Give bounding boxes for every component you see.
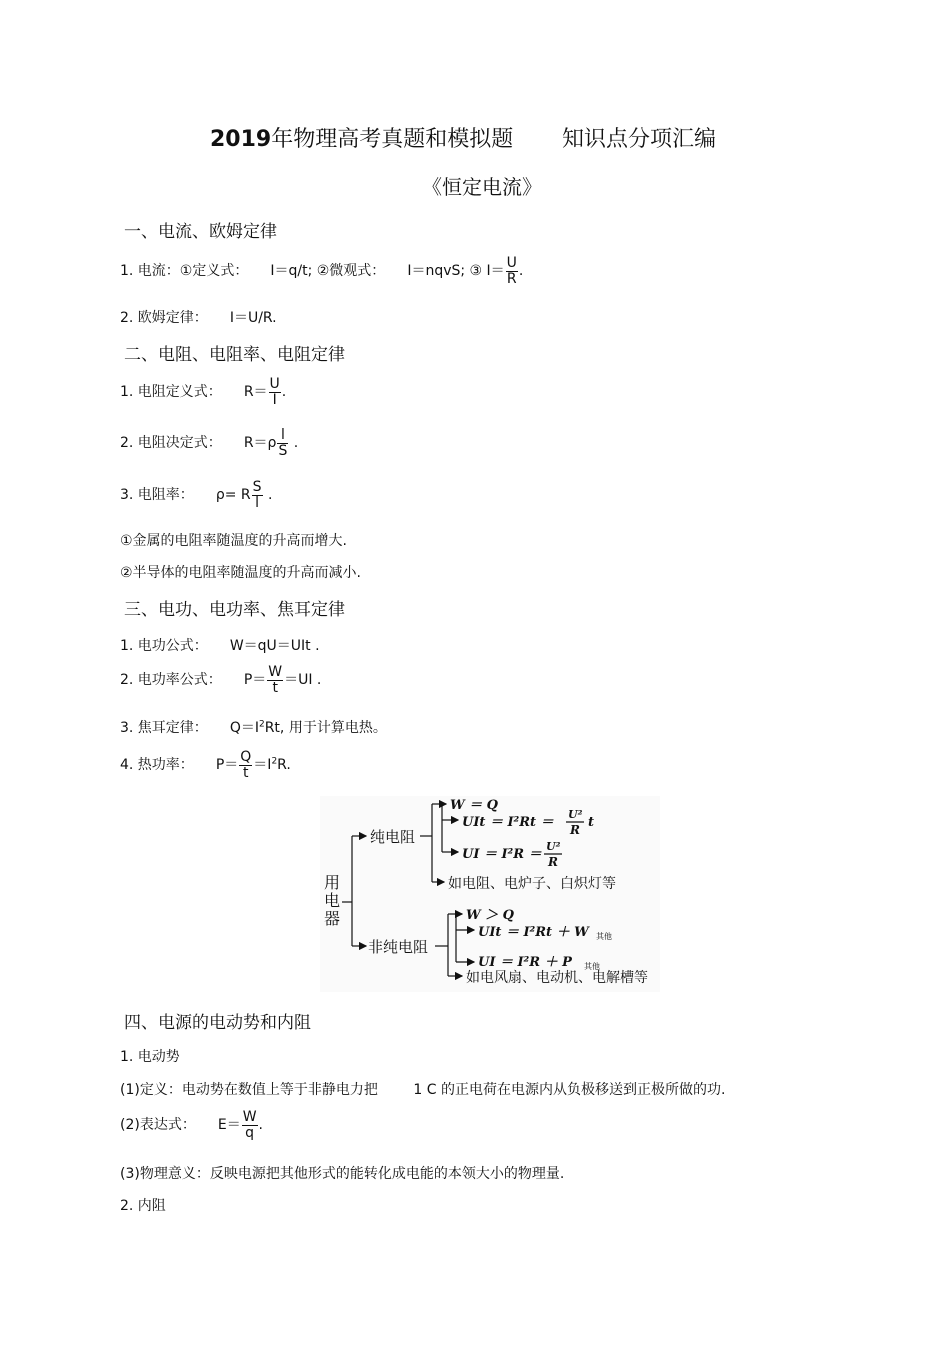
page-title-sub: [562, 122, 716, 153]
title-main: 年物理高考真题和模拟题: [271, 127, 514, 152]
pure-eq-2: UIt ＝ I²Rt ＝: [462, 815, 554, 830]
joule-law-line: [120, 717, 387, 737]
page-title: [210, 122, 513, 153]
emf-expression-lhs: E＝: [217, 1117, 241, 1134]
resistivity-prefix: 3. 电阻率：: [120, 487, 194, 504]
emf-expression-line: [120, 1110, 263, 1140]
internal-resistance-heading: 2. 内阻: [120, 1198, 166, 1214]
page-subtitle: 《恒定电流》: [422, 175, 542, 199]
resistance-def-line: [120, 377, 286, 407]
resistance-law-line: [120, 428, 298, 458]
root-char-1: 用: [324, 873, 341, 892]
fraction-numerator: S: [252, 479, 262, 495]
power-lhs: P＝: [243, 672, 267, 689]
section-heading-1: 一、电流、欧姆定律: [124, 222, 277, 242]
nonpure-eq-2: UIt ＝ I²Rt ＋ W: [478, 925, 589, 940]
power-formula-line: [120, 665, 321, 695]
heat-power-prefix: 4. 热功率：: [120, 757, 194, 774]
pure-resistor-label: 纯电阻: [370, 828, 416, 846]
fraction-numerator: U: [269, 376, 280, 392]
heat-power-lhs: P＝: [215, 757, 239, 774]
emf-meaning: (3)物理意义：反映电源把其他形式的能转化成电能的本领大小的物理量.: [120, 1166, 565, 1182]
emf-definition: (1)定义：电动势在数值上等于非静电力把 1 C 的正电荷在电源内从负极移送到正极所做的功.: [120, 1082, 726, 1098]
current-def: I＝q/t; ②微观式：: [270, 263, 386, 280]
current-micro: I＝nqvS; ③ I＝: [407, 263, 505, 280]
pure-eq-1: W ＝ Q: [450, 798, 498, 813]
nonpure-examples: 如电风扇、电动机、电解槽等: [466, 970, 648, 986]
section-heading-3: 三、电功、电功率、焦耳定律: [124, 600, 345, 620]
joule-prefix: 3. 焦耳定律：: [120, 720, 208, 736]
nonpure-eq-3-subscript: 其他: [584, 962, 600, 971]
nonpure-eq-1: W ＞ Q: [466, 908, 514, 923]
pure-eq-3-num: U²: [546, 840, 561, 853]
ohm-prefix: 2. 欧姆定律：: [120, 310, 208, 326]
work-prefix: 1. 电功公式：: [120, 638, 208, 654]
fraction-s-l: [252, 480, 263, 510]
joule-rhs: Rt, 用于计算电热。: [264, 720, 387, 736]
fraction-numerator: W: [242, 1109, 257, 1125]
fraction-numerator: Q: [240, 749, 252, 765]
resistance-def-lhs: R＝: [243, 384, 268, 401]
work-formula-line: [120, 635, 320, 655]
fraction-numerator: U: [506, 255, 517, 271]
nonpure-eq-3: UI ＝ I²R ＋ P: [478, 955, 572, 970]
pure-eq-3-den: R: [548, 855, 558, 869]
power-rhs: ＝UI .: [284, 672, 322, 689]
fraction-u-i: [269, 377, 281, 407]
heat-power-end: R.: [277, 757, 291, 774]
nonpure-resistor-label: 非纯电阻: [368, 938, 429, 956]
power-prefix: 2. 电功率公式：: [120, 672, 222, 689]
heat-power-mid: ＝I: [253, 757, 272, 774]
pure-eq-2-num: U²: [568, 808, 583, 821]
section-heading-2: 二、电阻、电阻率、电阻定律: [124, 345, 345, 365]
punct: .: [518, 263, 524, 280]
root-char-2: 电: [324, 891, 341, 910]
fraction-denominator: q: [245, 1124, 255, 1141]
fraction-denominator: l: [255, 494, 259, 511]
pure-eq-2-t: t: [588, 815, 595, 830]
emf-heading: 1. 电动势: [120, 1049, 180, 1065]
resistivity-lhs: ρ= R: [215, 487, 251, 504]
nonpure-eq-2-subscript: 其他: [596, 932, 612, 941]
fraction-denominator: R: [506, 270, 517, 287]
heat-power-line: [120, 750, 291, 780]
root-char-3: 器: [324, 909, 341, 928]
ohm-law-line: [120, 307, 277, 327]
pure-examples: 如电阻、电炉子、白炽灯等: [448, 876, 616, 892]
current-prefix: 1. 电流：①定义式：: [120, 263, 249, 280]
fraction-w-q: [242, 1110, 258, 1140]
fraction-denominator: S: [278, 442, 288, 459]
exponent: 2: [258, 719, 265, 730]
exponent: 2: [271, 756, 278, 767]
fraction-denominator: t: [243, 764, 249, 781]
title-sub: 知识点分项汇编: [562, 127, 717, 152]
fraction-u-r: [506, 256, 518, 286]
note-semiconductor: ②半导体的电阻率随温度的升高而减小.: [120, 565, 361, 581]
work-formula: W＝qU＝UIt .: [229, 638, 320, 654]
fraction-w-t: [267, 665, 283, 695]
fraction-numerator: W: [268, 664, 283, 680]
fraction-q-t: [239, 750, 252, 780]
pure-eq-3: UI ＝ I²R ＝: [462, 847, 542, 862]
resistance-def-prefix: 1. 电阻定义式：: [120, 384, 222, 401]
ohm-formula: I＝U/R.: [229, 310, 277, 326]
joule-lhs: Q＝I: [229, 720, 259, 736]
note-metal: ①金属的电阻率随温度的升高而增大.: [120, 533, 348, 549]
punct: .: [281, 384, 287, 401]
fraction-denominator: I: [272, 391, 277, 408]
emf-expression-prefix: (2)表达式：: [120, 1117, 196, 1134]
punct: .: [289, 435, 299, 452]
title-year: 2019: [210, 127, 272, 152]
resistance-law-prefix: 2. 电阻决定式：: [120, 435, 222, 452]
fraction-l-s: [277, 428, 288, 458]
resistance-law-lhs: R＝ρ: [243, 435, 277, 452]
section-heading-4: 四、电源的电动势和内阻: [124, 1013, 311, 1033]
punct: .: [258, 1117, 263, 1134]
fraction-numerator: l: [277, 428, 288, 444]
fraction-denominator: t: [272, 679, 278, 696]
appliance-classification-diagram: [320, 796, 660, 992]
current-formula-line: [120, 256, 523, 286]
resistivity-line: [120, 480, 272, 510]
pure-eq-2-den: R: [570, 823, 580, 837]
punct: .: [263, 487, 273, 504]
